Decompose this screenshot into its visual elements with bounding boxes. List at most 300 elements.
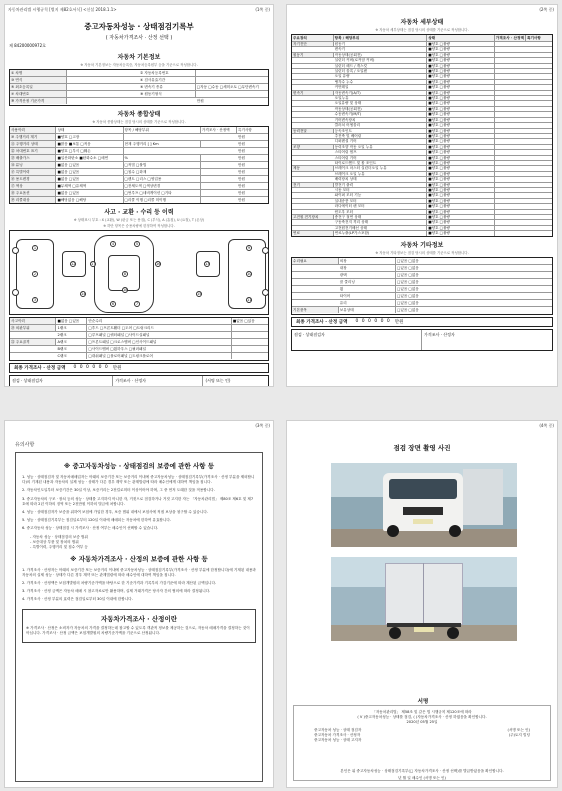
status-option: □불량 [439,128,451,133]
ground [331,529,517,547]
detail-item-cell: 충전구 절연 상태 [334,215,428,219]
status-option: ■양호 [428,42,440,46]
status-option: ■양호 [428,204,440,209]
diagram-number: 10 [247,272,252,276]
accident-cell: ■없음 □있음 [232,319,255,323]
status-option: ■양호 [428,58,440,63]
status-option: □불량 [439,69,451,74]
detail-item-cell: 시동 모터 [334,188,428,192]
detail-status-cell [427,107,495,111]
appraisal-paragraph: 3. 가격조사 · 산정 금액은 자동차 매매 시 참고자료로만 활용하며, 실제 거래가격은 당사자 간의 협의에 따라 결정됩니다. [22,589,211,594]
general-status-cell: 상태 [56,127,123,133]
status-option: ■양호 [428,96,440,101]
accident-row [10,318,268,325]
other-info-row [292,300,552,307]
detail-header-cell: 가격조사 · 산정액 [495,35,526,41]
detail-header-cell: 상태 [427,35,495,41]
diagram-number: 5 [135,242,139,246]
accident-row [10,346,268,353]
general-status-cell: 항목 / 해당부위 [124,127,201,133]
status-option: □불량 [439,96,451,101]
status-option: □불량 [439,58,451,63]
basic-info-cell: 만원 [196,99,204,104]
other-info-cell: 휠 [339,286,396,292]
other-info-note: ※ 자동차 기타정보는 점검 당시의 상태를 기준으로 작성합니다. [375,251,469,256]
page-1 [4,4,274,387]
detail-status-cell [427,69,495,73]
basic-info-title: 자동차 기본정보 [117,54,161,61]
general-status-row [10,190,268,197]
detail-status-cell [427,47,495,51]
detail-item-cell: 자동변속기(A/T) [334,91,428,95]
status-option: ■양호 [428,139,440,144]
basic-info-cell: ⑦ 차대번호 [10,91,67,97]
basic-info-cell: ④ 검사유효기간 [139,77,196,83]
detail-item-cell: 윈도우 모터 [334,210,428,214]
diagram-number: 18 [123,288,128,292]
detail-item-cell: 원동기 [334,42,428,46]
detail-status-cell [427,215,495,219]
accident-table [9,317,269,361]
detail-item-cell: 브레이크 오일 누유 [334,172,428,176]
status-option: ■양호 [428,177,440,182]
other-info-row [292,272,552,279]
warranty-bullet: - 보증대상 부품 및 장치의 범위 [30,539,79,544]
other-info-cell: 유리 [339,300,396,306]
detail-status-cell [427,166,495,170]
detail-item-cell: 실린더 헤드 / 개스킷 [334,64,428,68]
diagram-number: 11 [247,298,252,302]
detail-group-cell: 조향 [292,145,334,149]
detail-group-cell: 원동기 [292,53,334,57]
diagram-number: 8 [123,272,127,276]
accident-cell: A랭크 [56,339,87,345]
page-number: (3쪽 중) [255,423,270,428]
status-option: □불량 [439,133,451,138]
detail-item-cell: 고전원전기배선 상태 [334,226,428,230]
inspector-label: 점검 · 상태점검자 [292,330,422,350]
accident-cell: ⑳ 외판부위 [10,325,56,331]
signer-role: 중고자동차 가격조사 · 산정자 [314,733,361,737]
appraisal-paragraphs [22,568,256,603]
other-info-cell: □있음 □없음 [396,294,419,299]
status-option: ■양호 [428,47,440,52]
status-option: ■양호 [428,63,440,68]
detail-status-cell [427,177,495,181]
general-status-row [10,197,268,204]
status-option: ■양호 [428,79,440,84]
general-status-cell: ■없음 □있음 [56,162,123,168]
general-status-cell: □침수 □화재 [124,169,201,175]
appraisal-paragraph: 2. 가격조사 · 산정액은 보험개발원의 차량기준가액을 바탕으로 한 기준가격과 기록부의 가감기준에 따라 계산된 금액입니다. [22,581,217,586]
accident-cell: C랭크 [56,353,87,359]
detail-item-cell: 라디에이터 팬 모터 [334,204,428,208]
status-option: □불량 [439,155,451,160]
other-info-cell: 외장 [339,258,396,264]
detail-group-cell: 동력전달 [292,129,334,133]
appraisal-definition-title: 자동차가격조사 · 산정이란 [100,614,178,623]
detail-status-cell [427,42,495,46]
status-option: □불량 [439,187,451,192]
status-option: □불량 [439,106,451,111]
general-status-cell: 만원 [238,190,245,195]
detail-status-cell [427,210,495,214]
status-option: ■양호 [428,220,440,225]
detail-item-cell: 추진축 및 베어링 [334,134,428,138]
status-option: ■양호 [428,209,440,214]
general-status-row [10,141,268,148]
detail-status-cell [427,101,495,105]
status-option: ■양호 [428,112,440,117]
accident-cell: □루프패널 □쿼터패널 □사이드실패널 [87,332,231,338]
wheel [262,247,269,254]
general-status-cell: 만원 [238,155,245,160]
status-option: ■양호 [428,193,440,198]
basic-info-row [10,91,268,98]
page-4 [286,420,558,788]
basic-info-row [10,77,268,84]
warranty-paragraph: 6. 중고자동차 성능 · 상태점검 시 가격조사 · 산정 여부는 매수인이 선택할 수 있습니다. [22,526,159,531]
detail-status-cell [427,112,495,116]
status-option: ■양호 [428,106,440,111]
status-option: ■양호 [428,74,440,79]
grille [403,507,443,515]
general-status-cell: 사용이력 [10,127,56,133]
detail-status-cell [427,129,495,133]
basic-info-cell: ① 차명 [10,70,67,76]
general-status-row [10,162,268,169]
license-plate [414,627,434,632]
detail-status-cell [427,123,495,127]
status-option: ■양호 [428,215,440,219]
diagram-number: 12 [71,262,76,266]
diagram-number: 6 [111,302,115,306]
general-status-cell: ■해당없음 □해당 [56,197,123,203]
appraiser-label: 가격조사 · 산정자 [113,376,203,388]
warranty-paragraph: 1. 성능 · 상태점검자 및 자동차매매업자는 아래의 보증기간 또는 보증거리 이내에 중고자동차성능 · 상태점검기록부(가격조사 · 산정 부분을 제외합니다)의 기재된 내용과 자동차의 실제 성능 · 상태가 다른 경우 계약 또는 관계법령에 따라 매수인에게 대하여 책임을 집니다. [22,475,255,485]
status-option: □불량 [439,79,451,84]
warranty-section-title: ※ 중고자동차성능 · 상태점검의 보증에 관한 사항 등 [63,462,215,470]
photo-section-title: 점검 장면 촬영 사진 [393,444,451,452]
appraisal-definition-text: ※ 가격조사 · 산정은 소비자가 자동차의 가격을 결정하는데 참고할 수 있도록 객관적 정보를 제공하는 것으로, 자동차 매매가격을 결정하는 것이 아닙니다. 가격조사 · 산정 금액은 보험개발원의 차량기준가액을 기준으로 산정됩니다. [26,625,250,635]
status-option: □불량 [439,209,451,214]
status-option: □불량 [439,47,451,52]
detail-item-cell: 등속조인트 [334,129,428,133]
detail-header-cell: 항목 / 해당부위 [334,35,428,41]
other-info-title: 자동차 기타정보 [400,242,444,250]
serial-number: 제 84200000972호 [9,43,46,48]
detail-status-cell [427,204,495,208]
status-option: □불량 [439,123,451,128]
page-number: (2쪽 중) [539,7,554,12]
accident-cell: 1랭크 [56,325,87,331]
detail-status-cell [427,58,495,62]
general-status-cell: 특기사항 [238,127,252,132]
status-option: ■양호 [428,231,440,236]
status-option: ■양호 [428,166,440,171]
detail-header-row [292,35,552,42]
general-status-cell: ■양호 □부식 □훼손 [56,148,123,154]
detail-item-cell: 와이퍼 모터 기능 [334,193,428,197]
detail-item-cell: 변속기 [334,47,428,51]
accident-cell: 사고이력 [10,318,56,324]
general-status-cell: ⑬ 배출가스 [10,155,56,161]
status-option: □불량 [439,160,451,165]
accident-cell: ■없음 □있음 [56,318,87,324]
final-price-label: 최종 가격조사 · 산정 금액 [14,365,66,371]
status-option: ■양호 [428,160,440,165]
buyer-confirmation: 본인은 위 중고자동차성능 · 상태점검기록부(□ 자동차가격조사 · 산정 선택)를 발급받았음을 확인합니다. 년 월 일 매수인 (서명 또는 인) [293,769,551,781]
signature-statement: ( V )중고자동차성능 · 상태를 점검, ( )자동차가격조사 · 산정 하였음을 확인합니다. [357,715,487,719]
detail-status-cell [427,118,495,122]
general-status-cell: ■없음 □있음 [56,169,123,175]
detail-status-cell [427,193,495,197]
truck-box [463,469,503,525]
status-option: □불량 [439,139,451,144]
general-status-row [10,169,268,176]
detail-status-cell [427,64,495,68]
basic-info-cell: ⑧ 원동기형식 [139,91,196,97]
other-info-cell: 내장 [339,265,396,271]
status-option: ■양호 [428,225,440,230]
wheel [387,525,399,537]
wheel [389,627,401,639]
detail-status-cell [427,145,495,149]
detail-group-cell: 고전원 전기장치 [292,215,334,219]
status-option: ■양호 [428,133,440,138]
cargo-door-line [423,563,424,625]
status-option: ■양호 [428,85,440,90]
diagram-number: 7 [135,302,139,306]
detail-row [292,231,552,236]
detail-item-cell: 오일유량 및 상태 [334,101,428,105]
truck-rear-photo [331,557,517,641]
detail-item-cell: 스티어링 펌프 [334,150,428,154]
final-price-value: 0 0 0 0 0 0 [355,319,391,325]
other-info-cell: 룸 클리닝 [339,279,396,285]
general-status-cell: ⑲ 리콜대상 [10,197,56,203]
status-option: ■양호 [428,52,440,57]
status-option: ■양호 [428,144,440,149]
warranty-paragraph: 5. 성능 · 상태점검기록부는 점검일로부터 120일 이내에 매매되는 자동차에 한하여 유효합니다. [22,518,171,523]
warranty-paragraphs [22,475,256,532]
other-info-cell: □있음 □없음 [396,266,419,271]
status-option: □불량 [439,90,451,95]
other-info-row [292,265,552,272]
detail-status-cell [427,156,495,160]
general-status-row [10,148,268,155]
general-status-cell: 만원 [238,197,245,202]
status-option: □불량 [439,74,451,79]
basic-info-cell: ⑨ 가격산정 기준가격 [10,98,67,104]
status-option: □불량 [439,225,451,230]
wheel [447,627,459,639]
signer-name: (서명 또는 인) [507,728,530,732]
signer-name: (주)토지 빌딩 [508,733,530,737]
detail-item-cell: 오일 유량 [334,74,428,78]
other-info-cell: □있음 □없음 [396,301,419,306]
detail-group-cell: 제동 [292,166,334,170]
status-option: ■양호 [428,123,440,128]
page-number: (1쪽 중) [255,7,270,12]
status-option: □불량 [439,166,451,171]
detail-item-cell: 실린더 블록 / 오일팬 [334,69,428,73]
detail-status-cell [427,74,495,78]
general-status-cell: 만원 [238,148,245,153]
general-status-cell: % [124,155,201,161]
signature-placeholder: (서명 또는 인) [205,377,231,383]
wheel [449,525,461,537]
accident-cell: ㉑ 주요골격 [10,339,56,345]
general-status-cell: ■양호 □고장 [56,134,123,140]
detail-item-cell: 연료누출(LP가스포함) [334,231,428,235]
status-option: □불량 [439,63,451,68]
page-number: (4쪽 중) [539,423,554,428]
detail-item-cell: 배력장치 상태 [334,177,428,181]
status-option: □불량 [439,150,451,155]
general-status-row [10,183,268,190]
detail-item-cell: 타이로드엔드 및 볼 조인트 [334,161,428,165]
detail-group-cell: 자기진단 [292,42,334,46]
accident-note-2: ※ 하단 항목은 승용차량에 한정하여 작성합니다. [103,224,175,228]
buyer-signature-line: 년 월 일 매수인 (서명 또는 인) [398,776,446,780]
status-option: ■양호 [428,128,440,133]
signature-area [9,375,269,388]
general-status-cell: 만원 [238,176,245,181]
general-status-cell: ■없음 □있음 [56,176,123,182]
other-info-cell: 보유상태 [339,307,396,313]
signature-statement: 「자동차관리법」 제58조 및 같은 법 시행규칙 제120조에 따라 [372,710,472,714]
detail-status-cell [427,172,495,176]
status-option: □불량 [439,193,451,198]
general-status-row [10,176,268,183]
general-status-cell: □썬루프 □네비게이션 □기타 [124,190,201,196]
detail-item-cell: 클러치 어셈블리 [334,123,428,127]
status-option: □불량 [439,220,451,225]
detail-item-cell: 실린더 커버(로커암 커버) [334,58,428,62]
warranty-bullets [22,535,256,550]
detail-header-cell: 주요장치 [292,35,334,41]
detail-status-cell [427,161,495,165]
inspector-label: 점검 · 상태점검자 [10,376,113,388]
warranty-paragraph: 4. 성능 · 상태점검자가 보증을 위하여 보험에 가입한 경우, 보증 범위 내에서 보험사에 직접 보상을 청구할 수 있습니다. [22,510,208,515]
other-info-row [292,258,552,265]
status-option: ■양호 [428,155,440,160]
accident-row [10,339,268,346]
status-option: □불량 [439,144,451,149]
detail-status-cell [427,91,495,95]
detail-status-cell [427,96,495,100]
detail-status-cell [427,231,495,235]
diagram-number: 16 [156,262,161,266]
detail-item-cell: 오일누유 [334,96,428,100]
general-status-cell: ⑮ 특별이력 [10,169,56,175]
general-status-cell: ■없음 □있음 [56,190,123,196]
general-status-cell: ■많음 ■보통 □적음 [56,141,123,147]
detail-item-cell: 구동축전지 격리 상태 [334,220,428,224]
basic-info-cell: ② 자동차등록번호 [139,70,196,76]
status-option: ■양호 [428,90,440,95]
wheel [12,247,19,254]
detail-status-cell [427,150,495,154]
signature-row [294,738,550,743]
final-price-label: 최종 가격조사 · 산정 금액 [296,319,348,325]
general-status-cell: □전체도색 □색상변경 [124,183,201,189]
status-option: □불량 [439,52,451,57]
general-status-cell: 만원 [238,134,245,139]
page-title: 중고자동차성능 · 상태점검기록부 [84,22,194,31]
detail-status-table [291,34,553,237]
diagram-number: 15 [197,292,202,296]
basic-info-row [10,70,268,77]
signer-role: 중고자동차 성능 · 상태 고지자 [314,738,362,742]
final-price-box [9,363,269,373]
status-option: ■양호 [428,69,440,74]
diagram-number: 2 [33,272,37,276]
detail-status-cell [427,134,495,138]
detail-status-note: ※ 자동차 세부상태는 점검 당시의 상태를 기준으로 작성합니다. [375,28,469,32]
appraisal-section-title: ※ 자동차가격조사 · 산정의 보증에 관한 사항 등 [70,554,208,563]
final-price-value: 0 0 0 0 0 0 [73,365,109,370]
accident-cell: 단순수리 [87,318,231,324]
detail-item-cell: 커먼레일 [334,85,428,89]
general-status-cell: 만원 [238,141,245,146]
notice-box [15,452,263,782]
general-status-cell: 만원 [238,169,245,174]
status-option: ■양호 [428,182,440,187]
signer-role: 중고자동차 성능 · 상태 점검자 [314,728,362,732]
final-price-unit: 만원 [394,319,404,325]
general-status-title: 자동차 종합상태 [117,110,161,118]
cargo-box [385,563,463,625]
notice-heading: 유의사항 [15,442,35,448]
detail-group-cell: 연료 [292,231,334,235]
diagram-number: 14 [81,292,86,296]
status-option: □불량 [439,231,451,236]
appraiser-label: 가격조사 · 산정자 [424,331,455,337]
other-info-cell: □있음 □없음 [396,287,419,292]
accident-cell: □사이드멤버 □휠하우스 □필러패널 [87,346,231,352]
basic-info-cell: ⑥ 변속기 종류 [139,84,196,90]
status-option: □불량 [439,198,451,203]
general-status-row [10,134,268,141]
general-status-table [9,126,269,205]
accident-cell: B랭크 [56,346,87,352]
basic-info-row [10,98,268,105]
diagram-number: 1 [33,246,37,250]
accident-cell: 2랭크 [56,332,87,338]
general-status-cell: □리콜 이행 □리콜 미이행 [124,197,201,203]
accident-cell: □프론트패널 □크로스멤버 □인사이드패널 [87,339,231,345]
detail-status-cell [427,80,495,84]
warranty-paragraph: 3. 중고자동차의 구조 · 장치 등의 성능 · 상태를 고지하지 아니한 자, 거짓으로 점검하거나 거짓 고지한 자는 「자동차관리법」 제80조 제6호 및 제7호에 따라 2년 이하의 징역 또는 2천만원 이하의 벌금에 처합니다. [22,496,254,506]
windshield [389,479,457,499]
detail-item-cell: 실내송풍 모터 [334,199,428,203]
basic-info-cell: ⑤ 최초등록일 [10,84,67,90]
status-option: □불량 [439,117,451,122]
other-info-row [292,293,552,300]
general-status-cell: ■무채색 □유채색 [56,183,123,189]
other-info-row [292,286,552,293]
form-reference: 자동차관리법 시행규칙 [별지 제82호서식] <신설 2018.1.1> [8,7,117,12]
detail-status-cell [427,183,495,187]
detail-item-cell: 수동변속기(M/T) [334,112,428,116]
detail-group-cell: 변속기 [292,91,334,95]
status-option: ■양호 [428,101,440,106]
general-status-cell: ■일산화탄소 ■탄화수소 □매연 [56,155,123,161]
detail-group-cell: 전기 [292,183,334,187]
diagram-number: 9 [247,246,251,250]
